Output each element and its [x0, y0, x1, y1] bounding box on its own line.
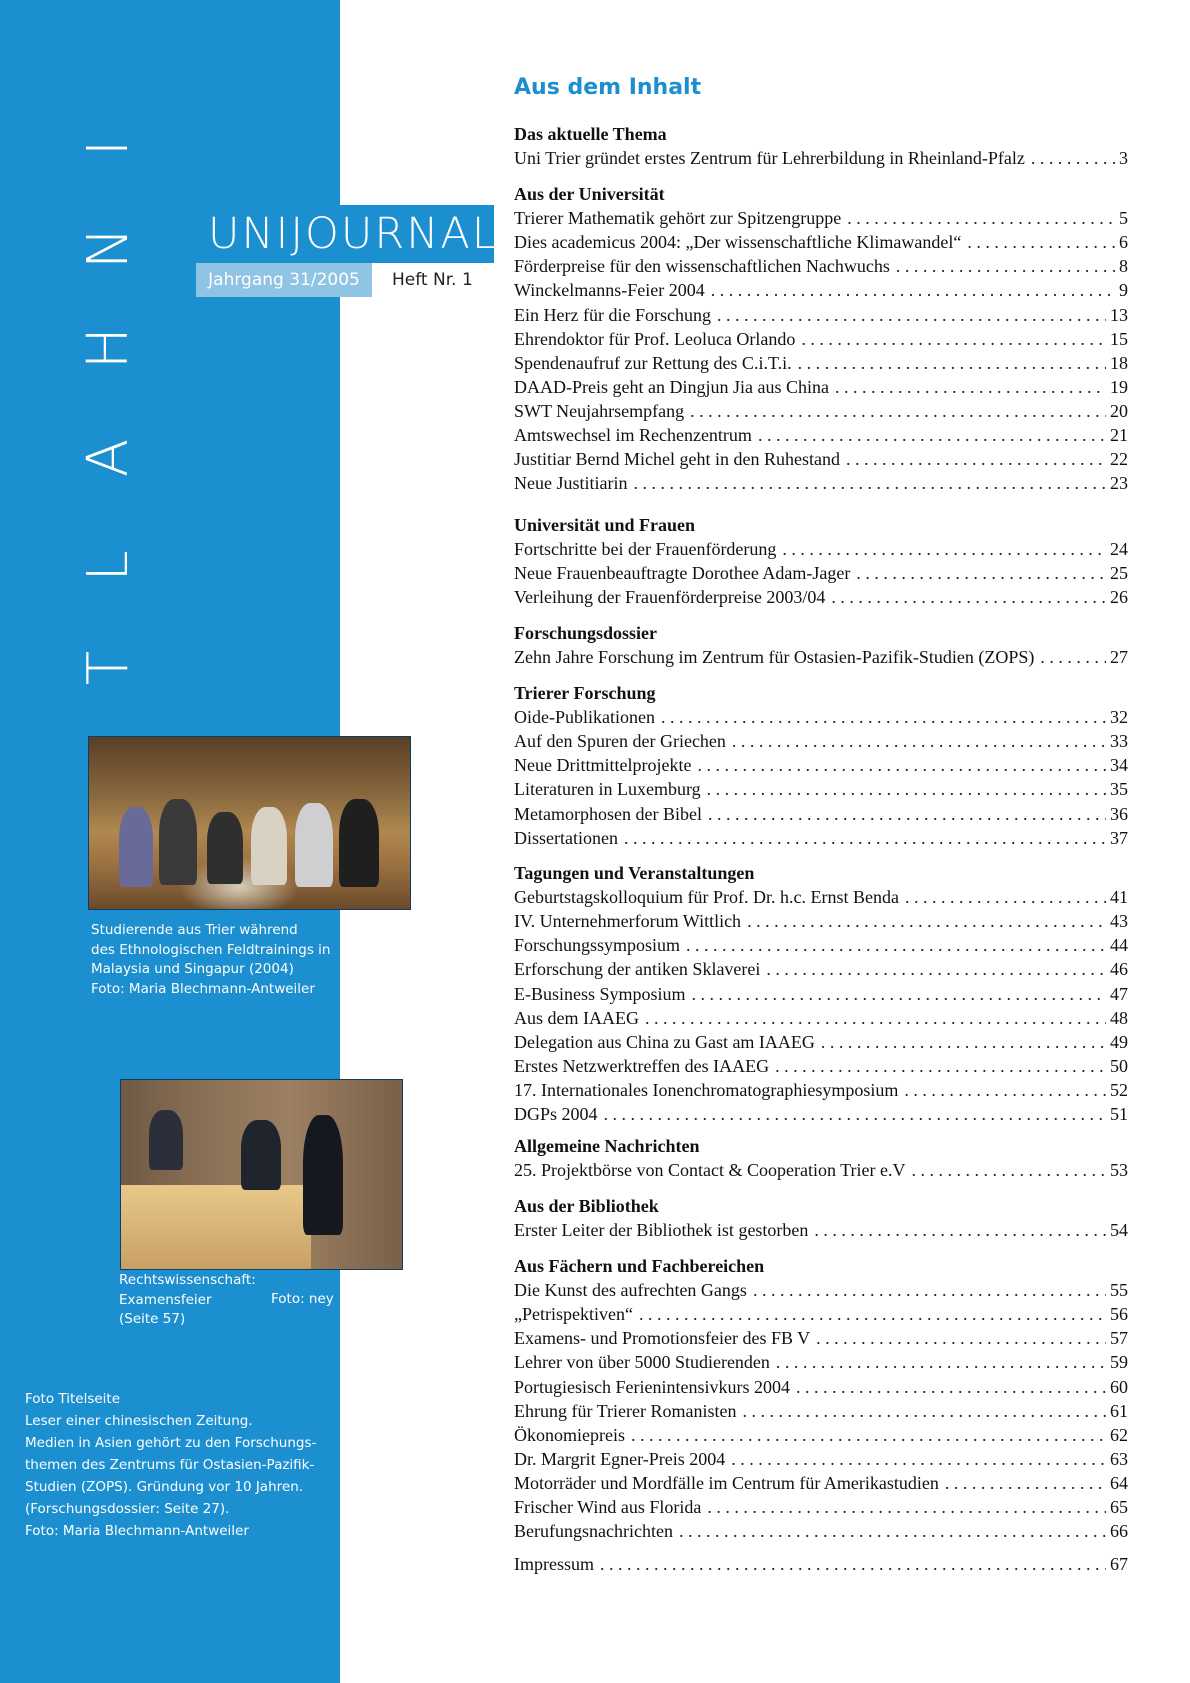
toc-entry[interactable] — [514, 1399, 1128, 1423]
entry-page: 25 — [1110, 563, 1128, 584]
vertical-letter: T — [76, 650, 141, 686]
dot-leader — [747, 909, 1106, 933]
dot-leader — [692, 982, 1106, 1006]
toc-entry[interactable] — [514, 1326, 1128, 1350]
toc-entry[interactable] — [514, 1302, 1128, 1326]
photo-figure — [119, 807, 153, 887]
photo-figure — [339, 799, 379, 887]
vertical-letter: H — [76, 326, 141, 370]
entry-page: 50 — [1110, 1055, 1128, 1076]
dot-leader — [697, 753, 1106, 777]
vertical-letter: I — [76, 139, 141, 157]
caption-examensfeier — [119, 1271, 256, 1330]
dot-leader — [798, 351, 1106, 375]
dot-leader — [967, 230, 1115, 254]
entry-title: Geburtstagskolloquium für Prof. Dr. h.c. Ernst Benda — [514, 887, 899, 908]
entry-page: 13 — [1110, 304, 1128, 325]
caption-cover — [25, 1388, 316, 1542]
dot-leader — [847, 206, 1115, 230]
vertical-letter: A — [76, 438, 141, 478]
entry-title: Förderpreise für den wissenschaftlichen Nachwuchs — [514, 256, 890, 277]
dot-leader — [796, 1375, 1106, 1399]
vertical-title — [74, 120, 144, 686]
dot-leader — [661, 705, 1106, 729]
toc-entry[interactable] — [514, 1423, 1128, 1447]
entry-page: 51 — [1110, 1104, 1128, 1124]
entry-page: 5 — [1119, 208, 1128, 229]
entry-title: Dissertationen — [514, 827, 618, 848]
entry-title: Impressum — [514, 1554, 594, 1574]
entry-title: E-Business Symposium — [514, 983, 686, 1004]
section-title: Das aktuelle Thema — [514, 124, 667, 144]
toc-entry[interactable] — [514, 826, 1128, 850]
caption-line: Studierende aus Trier während — [91, 922, 298, 938]
dot-leader — [945, 1471, 1106, 1495]
toc-heading: Aus dem Inhalt — [514, 75, 702, 100]
entry-title: 25. Projektbörse von Contact & Cooperation Trier e.V — [514, 1160, 906, 1181]
toc-entry[interactable] — [514, 933, 1128, 957]
dot-leader — [1031, 146, 1115, 170]
toc-entry[interactable] — [514, 885, 1128, 909]
toc-entry[interactable] — [514, 1495, 1128, 1519]
entry-title: Motorräder und Mordfälle im Centrum für Amerikastudien — [514, 1472, 939, 1493]
entry-title: Amtswechsel im Rechenzentrum — [514, 425, 752, 445]
entry-title: DGPs 2004 — [514, 1104, 598, 1124]
section-title: Aus der Bibliothek — [514, 1196, 659, 1216]
vertical-letter: N — [76, 227, 141, 269]
entry-page: 64 — [1110, 1472, 1128, 1493]
dot-leader — [896, 254, 1115, 278]
dot-leader — [816, 1326, 1106, 1350]
toc-entry[interactable] — [514, 375, 1128, 399]
entry-title: Zehn Jahre Forschung im Zentrum für Ostasien-Pazifik-Studien (ZOPS) — [514, 647, 1035, 668]
toc-entry[interactable] — [514, 471, 1128, 495]
dot-leader — [742, 1399, 1106, 1423]
dot-leader — [1040, 645, 1106, 669]
caption-line: (Forschungsdossier: Seite 27). — [25, 1501, 230, 1517]
caption-line: Medien in Asien gehört zu den Forschungs- — [25, 1435, 317, 1451]
caption-line: (Seite 57) — [119, 1311, 186, 1327]
dot-leader — [801, 327, 1106, 351]
entry-page: 60 — [1110, 1376, 1128, 1397]
entry-page: 47 — [1110, 983, 1128, 1004]
entry-page: 46 — [1110, 959, 1128, 980]
caption-line: Foto Titelseite — [25, 1391, 121, 1407]
dot-leader — [856, 561, 1106, 585]
toc-entry[interactable] — [514, 729, 1128, 753]
toc-entry[interactable] — [514, 1519, 1128, 1543]
caption-line: Malaysia und Singapur (2004) — [91, 961, 294, 977]
dot-leader — [711, 278, 1115, 302]
dot-leader — [708, 802, 1106, 826]
photo-lectern — [121, 1185, 311, 1269]
entry-title: Uni Trier gründet erstes Zentrum für Lehrerbildung in Rheinland-Pfalz — [514, 148, 1025, 169]
entry-title: Trierer Mathematik gehört zur Spitzengruppe — [514, 208, 842, 229]
caption-line: Foto: Maria Blechmann-Antweiler — [25, 1523, 249, 1539]
entry-title: Metamorphosen der Bibel — [514, 803, 702, 824]
toc-entry[interactable] — [514, 303, 1128, 327]
toc-entry[interactable] — [514, 705, 1128, 729]
section-title: Tagungen und Veranstaltungen — [514, 863, 755, 883]
issue-label: Heft Nr. 1 — [392, 270, 473, 290]
dot-leader — [732, 729, 1106, 753]
entry-title: IV. Unternehmerforum Wittlich — [514, 911, 742, 932]
dot-leader — [753, 1278, 1106, 1302]
toc-entry[interactable] — [514, 1375, 1128, 1399]
entry-page: 27 — [1110, 647, 1128, 668]
entry-page: 56 — [1110, 1304, 1128, 1325]
masthead — [196, 205, 498, 263]
ethnology-photo — [88, 736, 411, 910]
toc-entry[interactable] — [514, 447, 1128, 471]
toc-entry[interactable] — [514, 1158, 1128, 1182]
entry-page: 61 — [1110, 1400, 1128, 1421]
dot-leader — [911, 1158, 1106, 1182]
toc-entry[interactable] — [514, 1552, 1128, 1576]
dot-leader — [717, 303, 1106, 327]
caption-line: Foto: Maria Blechmann-Antweiler — [91, 980, 315, 997]
dot-leader — [758, 423, 1106, 447]
entry-page: 52 — [1110, 1079, 1128, 1100]
dot-leader — [846, 447, 1106, 471]
entry-page: 19 — [1110, 376, 1128, 397]
toc-entry[interactable] — [514, 909, 1128, 933]
entry-page: 43 — [1110, 911, 1128, 932]
entry-page: 36 — [1110, 803, 1128, 824]
entry-page: 53 — [1110, 1160, 1128, 1181]
photo-figure — [303, 1115, 343, 1235]
photo-figure — [295, 803, 333, 887]
entry-page: 3 — [1119, 148, 1128, 169]
section-title: Aus der Universität — [514, 184, 665, 204]
photo-figure — [159, 799, 197, 885]
entry-page: 34 — [1110, 755, 1128, 776]
entry-page: 48 — [1110, 1007, 1128, 1028]
masthead-title: UNIJOURNAL — [208, 209, 498, 259]
toc-entry[interactable] — [514, 146, 1128, 170]
caption-line: themen des Zentrums für Ostasien-Pazifik- — [25, 1457, 315, 1473]
entry-title: DAAD-Preis geht an Dingjun Jia aus China — [514, 376, 829, 397]
entry-page: 41 — [1110, 887, 1128, 908]
entry-title: Die Kunst des aufrechten Gangs — [514, 1280, 747, 1301]
entry-title: Aus dem IAAEG — [514, 1007, 639, 1028]
dot-leader — [707, 777, 1106, 801]
dot-leader — [624, 826, 1106, 850]
caption-line: Rechtswissenschaft: — [119, 1272, 256, 1288]
entry-title: Berufungsnachrichten — [514, 1521, 673, 1542]
dot-leader — [600, 1552, 1106, 1576]
entry-page: 59 — [1110, 1352, 1128, 1373]
dot-leader — [645, 1006, 1106, 1030]
dot-leader — [814, 1218, 1106, 1242]
entry-title: Erstes Netzwerktreffen des IAAEG — [514, 1055, 770, 1076]
entry-page: 21 — [1110, 425, 1128, 445]
entry-page: 15 — [1110, 328, 1128, 349]
entry-title: Winckelmanns-Feier 2004 — [514, 280, 705, 301]
entry-page: 57 — [1110, 1328, 1128, 1349]
toc-entry[interactable] — [514, 423, 1128, 447]
toc-entry[interactable] — [514, 585, 1128, 609]
entry-title: „Petrispektiven“ — [514, 1304, 633, 1325]
dot-leader — [775, 1054, 1106, 1078]
photo-figure — [149, 1110, 183, 1170]
dot-leader — [679, 1519, 1106, 1543]
dot-leader — [831, 585, 1106, 609]
toc-entry[interactable] — [514, 1471, 1128, 1495]
entry-title: Ökonomiepreis — [514, 1424, 625, 1445]
toc-entry[interactable] — [514, 537, 1128, 561]
dot-leader — [633, 471, 1106, 495]
entry-title: Frischer Wind aus Florida — [514, 1497, 702, 1517]
entry-title: Neue Frauenbeauftragte Dorothee Adam-Jager — [514, 563, 851, 584]
entry-title: Verleihung der Frauenförderpreise 2003/04 — [514, 587, 826, 608]
entry-title: SWT Neujahrsempfang — [514, 400, 685, 421]
entry-title: Examens- und Promotionsfeier des FB V — [514, 1328, 811, 1349]
entry-page: 49 — [1110, 1031, 1128, 1052]
entry-title: Portugiesisch Ferienintensivkurs 2004 — [514, 1376, 790, 1397]
dot-leader — [631, 1423, 1106, 1447]
entry-title: Lehrer von über 5000 Studierenden — [514, 1352, 770, 1373]
entry-title: Dr. Margrit Egner-Preis 2004 — [514, 1448, 726, 1469]
entry-page: 44 — [1110, 935, 1128, 956]
section-title: Aus Fächern und Fachbereichen — [514, 1256, 765, 1276]
toc-entry[interactable] — [514, 561, 1128, 585]
entry-title: Ein Herz für die Forschung — [514, 304, 711, 325]
entry-title: Literaturen in Luxemburg — [514, 779, 701, 800]
entry-title: Dies academicus 2004: „Der wissenschaftliche Klimawandel“ — [514, 232, 962, 253]
caption-credit: Foto: ney — [271, 1291, 334, 1307]
entry-page: 66 — [1110, 1521, 1128, 1542]
entry-page: 37 — [1110, 827, 1128, 848]
entry-page: 35 — [1110, 779, 1128, 800]
toc-entry[interactable] — [514, 1218, 1128, 1242]
caption-line: Leser einer chinesischen Zeitung. — [25, 1413, 253, 1429]
entry-title: Erforschung der antiken Sklaverei — [514, 959, 761, 980]
volume-label: Jahrgang 31/2005 — [196, 263, 372, 297]
caption-ethnology — [91, 921, 330, 999]
entry-title: Justitiar Bernd Michel geht in den Ruhestand — [514, 449, 840, 470]
entry-page: 33 — [1110, 731, 1128, 752]
toc-entry[interactable] — [514, 1102, 1128, 1126]
entry-page: 22 — [1110, 449, 1128, 470]
entry-title: Neue Justitiarin — [514, 473, 628, 494]
section-title: Forschungsdossier — [514, 623, 658, 643]
toc-entry[interactable] — [514, 645, 1128, 669]
entry-title: Forschungssymposium — [514, 935, 681, 956]
toc-entry[interactable] — [514, 254, 1128, 278]
entry-page: 55 — [1110, 1280, 1128, 1301]
entry-title: Neue Drittmittelprojekte — [514, 755, 692, 776]
dot-leader — [905, 885, 1106, 909]
entry-title: Fortschritte bei der Frauenförderung — [514, 539, 777, 560]
toc-entry[interactable] — [514, 399, 1128, 423]
entry-page: 18 — [1110, 352, 1128, 373]
entry-page: 54 — [1110, 1220, 1128, 1241]
entry-page: 24 — [1110, 539, 1128, 560]
dot-leader — [686, 933, 1106, 957]
toc-entry[interactable] — [514, 327, 1128, 351]
entry-title: Erster Leiter der Bibliothek ist gestorben — [514, 1220, 809, 1241]
examensfeier-photo — [120, 1079, 403, 1270]
toc-entry[interactable] — [514, 230, 1128, 254]
section-title: Trierer Forschung — [514, 683, 656, 703]
photo-figure — [207, 812, 243, 884]
photo-figure — [251, 807, 287, 885]
entry-page: 23 — [1110, 473, 1128, 494]
entry-page: 20 — [1110, 400, 1128, 421]
dot-leader — [604, 1102, 1106, 1126]
section-title: Universität und Frauen — [514, 515, 696, 535]
toc-entry[interactable] — [514, 1030, 1128, 1054]
toc-entry[interactable] — [514, 1006, 1128, 1030]
toc-entry[interactable] — [514, 1078, 1128, 1102]
caption-line: Examensfeier — [119, 1291, 212, 1308]
dot-leader — [690, 399, 1106, 423]
dot-leader — [731, 1447, 1106, 1471]
entry-page: 8 — [1119, 256, 1128, 277]
entry-page: 65 — [1110, 1497, 1128, 1517]
dot-leader — [707, 1495, 1106, 1519]
entry-page: 9 — [1119, 280, 1128, 301]
entry-title: Ehrendoktor für Prof. Leoluca Orlando — [514, 328, 796, 349]
entry-title: Auf den Spuren der Griechen — [514, 731, 726, 752]
entry-title: Ehrung für Trierer Romanisten — [514, 1400, 737, 1421]
section-title: Allgemeine Nachrichten — [514, 1136, 700, 1156]
toc-entry[interactable] — [514, 351, 1128, 375]
vertical-letter: L — [76, 550, 141, 582]
entry-page: 67 — [1110, 1554, 1128, 1574]
caption-line: Studien (ZOPS). Gründung vor 10 Jahren. — [25, 1479, 304, 1495]
dot-leader — [782, 537, 1106, 561]
entry-title: Oide-Publikationen — [514, 707, 655, 728]
caption-line: des Ethnologischen Feldtrainings in — [91, 941, 331, 958]
toc-entry[interactable] — [514, 1278, 1128, 1302]
dot-leader — [904, 1078, 1106, 1102]
toc-entry[interactable] — [514, 278, 1128, 302]
entry-page: 6 — [1119, 232, 1128, 253]
toc-entry[interactable] — [514, 753, 1128, 777]
entry-title: 17. Internationales Ionenchromatographiesymposium — [514, 1079, 899, 1100]
toc-entry[interactable] — [514, 777, 1128, 801]
entry-page: 26 — [1110, 587, 1128, 608]
entry-page: 32 — [1110, 707, 1128, 728]
entry-title: Delegation aus China zu Gast am IAAEG — [514, 1031, 815, 1052]
toc-entry[interactable] — [514, 802, 1128, 826]
toc-entry[interactable] — [514, 1447, 1128, 1471]
dot-leader — [821, 1030, 1106, 1054]
toc-entry[interactable] — [514, 1054, 1128, 1078]
dot-leader — [639, 1302, 1106, 1326]
photo-figure — [241, 1120, 281, 1190]
dot-leader — [776, 1350, 1106, 1374]
toc-entry[interactable] — [514, 957, 1128, 981]
entry-page: 63 — [1110, 1448, 1128, 1469]
toc-entry[interactable] — [514, 982, 1128, 1006]
dot-leader — [835, 375, 1106, 399]
dot-leader — [766, 957, 1106, 981]
toc-entry[interactable] — [514, 1350, 1128, 1374]
toc-entry[interactable] — [514, 206, 1128, 230]
entry-title: Spendenaufruf zur Rettung des C.i.T.i. — [514, 352, 792, 373]
entry-page: 62 — [1110, 1424, 1128, 1445]
